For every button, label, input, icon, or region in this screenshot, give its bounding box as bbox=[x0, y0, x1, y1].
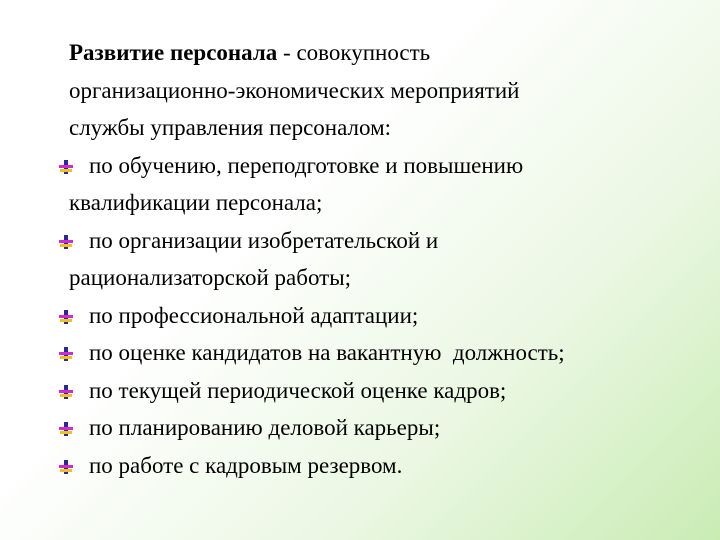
intro-rest: - совокупность bbox=[277, 40, 431, 65]
intro-paragraph bbox=[69, 34, 709, 147]
list-item bbox=[69, 372, 709, 410]
bullet-cross-icon bbox=[59, 160, 73, 174]
bullet-cross-icon bbox=[59, 460, 73, 474]
intro-line-2: организационно-экономических мероприятий bbox=[69, 77, 520, 103]
bullet-cross-icon bbox=[59, 385, 73, 399]
list-item-text: по планированию деловой карьеры; bbox=[89, 415, 441, 440]
list-item-continuation: рационализаторской работы; bbox=[69, 265, 352, 290]
bullet-cross-icon bbox=[59, 422, 73, 436]
bullet-cross-icon bbox=[59, 235, 73, 249]
bullet-cross-icon bbox=[59, 310, 73, 324]
list-item bbox=[69, 409, 709, 447]
intro-title: Развитие персонала bbox=[69, 40, 278, 65]
list-item bbox=[69, 147, 709, 222]
list-item-text: по текущей периодической оценке кадров; bbox=[89, 377, 507, 403]
intro-line-3: службы управления персоналом: bbox=[69, 115, 392, 140]
intro-line-1 bbox=[69, 34, 709, 72]
list-item-text: по обучению, переподготовке и повышению bbox=[89, 152, 524, 178]
list-item bbox=[69, 222, 709, 297]
list-item-continuation: квалификации персонала; bbox=[69, 190, 323, 215]
list-item bbox=[69, 297, 709, 335]
list-item-text: по профессиональной адаптации; bbox=[89, 302, 419, 328]
list-item bbox=[69, 447, 709, 485]
slide-content bbox=[69, 34, 709, 484]
list-item-text: по организации изобретательской и bbox=[89, 227, 439, 253]
bullet-cross-icon bbox=[59, 347, 73, 361]
list-item-text: по оценке кандидатов на вакантную должность; bbox=[89, 340, 565, 365]
list-item-text: по работе с кадровым резервом. bbox=[89, 452, 403, 478]
list-item bbox=[69, 334, 709, 372]
